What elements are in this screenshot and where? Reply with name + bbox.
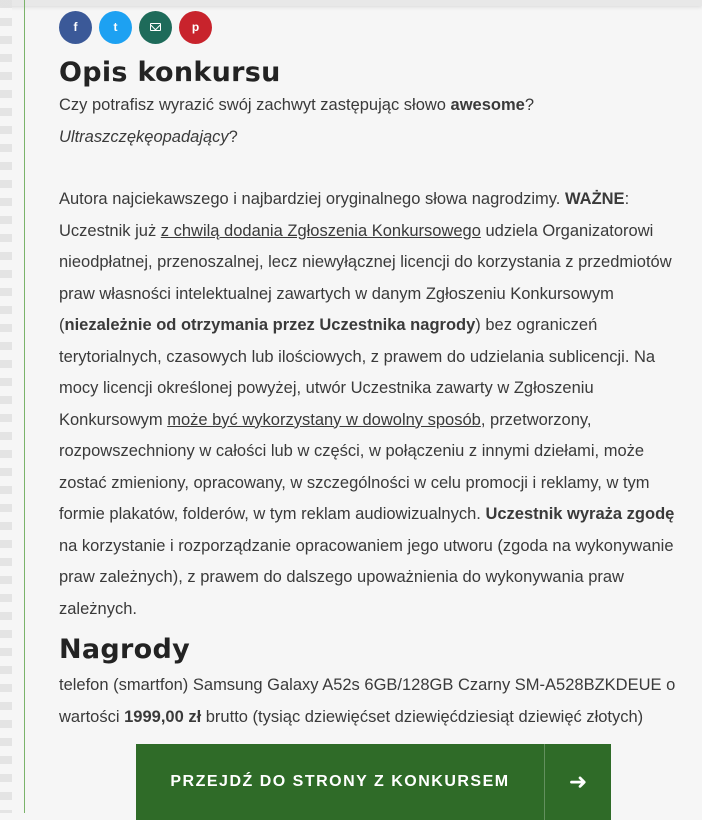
share-buttons [59, 10, 691, 44]
underlined-phrase-usage: może być wykorzystany w dowolny sposób [167, 410, 481, 429]
pinterest-share-button[interactable] [179, 11, 212, 44]
underlined-phrase-submission: z chwilą dodania Zgłoszenia Konkursowego [160, 221, 481, 240]
envelope-icon [150, 23, 161, 31]
go-to-contest-button[interactable] [136, 744, 611, 820]
twitter-share-button[interactable] [99, 11, 132, 44]
intro-text: Czy potrafisz wyrazić swój zachwyt zastępując słowo awesome? Ultraszczękęopadający? [59, 96, 535, 146]
description-text: Autora najciekawszego i najbardziej oryginalnego słowa nagrodzimy. WAŻNE: Uczestnik już z chwilą dodania Zgłoszenia Konkursowego udziela Organizatorowi nieodpłatnej, przenoszalnej, lecz niewyłącznej licencji do korzystania z przedmiotów praw własności intelektualnej zawartych w danym Zgłoszeniu Konkursowym (niezależnie od otrzymania przez Uczestnika nagrody) bez ograniczeń terytorialnych, czasowych lub ilościowych, z prawem do udzielania sublicencji. Na mocy licencji określonej powyżej, utwór Uczestnika zawarty w Zgłoszeniu Konkursowym może być wykorzystany w dowolny sposób, przetworzony, rozpowszechniony w całości lub w części, w połączeniu z innymi dziełami, może zostać zmieniony, opracowany, w szczególności w celu promocji i reklamy, w tym formie plakatów, folderów, w tym reklam audiowizualnych. Uczestnik wyraża zgodę na korzystanie i rozporządzanie opracowaniem jego utworu (zgoda na wykonywanie praw zależnych), z prawem do dalszego upoważnienia do wykonywania praw zależnych. [59, 190, 675, 618]
facebook-icon: f [73, 20, 78, 34]
section-title-prizes: Nagrody [59, 634, 191, 665]
facebook-share-button[interactable] [59, 11, 92, 44]
email-share-button[interactable] [139, 11, 172, 44]
section-title-description: Opis konkursu [59, 57, 281, 88]
cta-label: PRZEJDŹ DO STRONY Z KONKURSEM [136, 744, 545, 820]
twitter-icon: t [113, 20, 118, 34]
article-content [59, 10, 691, 733]
prize-text: telefon (smartfon) Samsung Galaxy A52s 6GB/128GB Czarny SM-A528BZKDEUE o wartości 1999,00 zł brutto (tysiąc dziewięćset dziewięćdziesiąt dziewięć złotych) [59, 676, 676, 726]
left-decorative-pattern [0, 0, 12, 813]
arrow-right-icon: ➜ [568, 769, 588, 794]
top-bar [0, 0, 702, 6]
pinterest-icon: p [191, 20, 200, 34]
left-green-rule [24, 0, 25, 813]
